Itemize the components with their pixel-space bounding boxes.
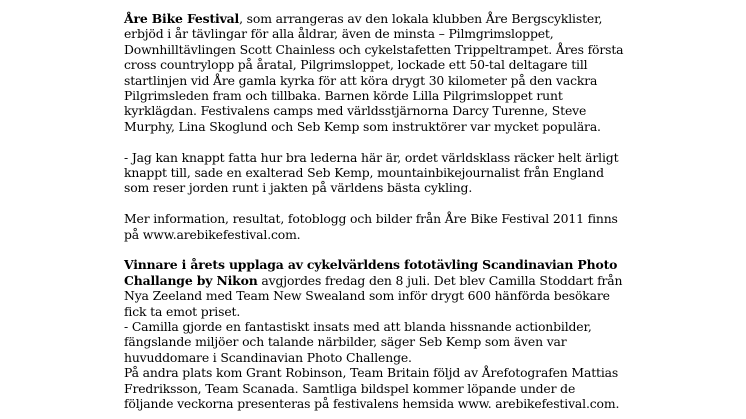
photo-challenge-heading: Vinnare i årets upplaga av cykelvärldens fototävling Scandinavian Photo Challange by Nikon <box>124 257 618 288</box>
paragraph-photo-challenge-winner <box>124 257 624 319</box>
paragraph-quote-camilla: - Camilla gjorde en fantastiskt insats med att blanda hissnande actionbilder, fängslande miljöer och talande närbilder, säger Seb Kemp som även var huvuddomare i Scandinavian Photo Challenge. <box>124 319 592 365</box>
paragraph-more-info: Mer information, resultat, fotoblogg och bilder från Åre Bike Festival 2011 finns på www.arebikefestival.com. <box>124 211 618 242</box>
photo-challenge-text: avgjordes fredag den 8 juli. Det blev Camilla Stoddart från Nya Zeeland med Team New Swealand som inför drygt 600 hänförda besökare fick ta emot priset. <box>124 272 623 319</box>
paragraph-quote-seb-kemp: - Jag kan knappt fatta hur bra lederna här är, ordet världsklass räcker helt ärligt knappt till, sade en exalterad Seb Kemp, mountainbikejournalist från England som reser jorden runt i jakten på världens bästa cykling. <box>124 149 619 196</box>
festival-name: Åre Bike Festival <box>124 11 240 26</box>
paragraph-second-place: På andra plats kom Grant Robinson, Team Britain följd av Årefotografen Mattias Fredriksson, Team Scanada. Samtliga bildspel kommer löpande under de följande veckorna presenteras på festivalens hemsida www. arebikefestival.com. <box>124 365 620 412</box>
paragraph-festival-intro <box>124 11 624 134</box>
festival-intro-text: , som arrangeras av den lokala klubben Åre Bergscyklister, erbjöd i år tävlingar för alla åldrar, även de minsta – Pilmgrimsloppet, Downhilltävlingen Scott Chainless och cykelstafetten Trippeltrampet. Åres första cross countrylopp på åratal, Pilgrimsloppet, lockade ett 50-tal deltagare till startlinjen vid Åre gamla kyrka för att köra drygt 30 kilometer på den vackra Pilgrimsleden fram och tillbaka. Barnen körde Lilla Pilgrimsloppet runt kyrklägdan. Festivalens camps med världsstjärnorna Darcy Turenne, Steve Murphy, Lina Skoglund och Seb Kemp som instruktörer var mycket populära. <box>124 11 624 134</box>
document-body <box>124 11 624 412</box>
